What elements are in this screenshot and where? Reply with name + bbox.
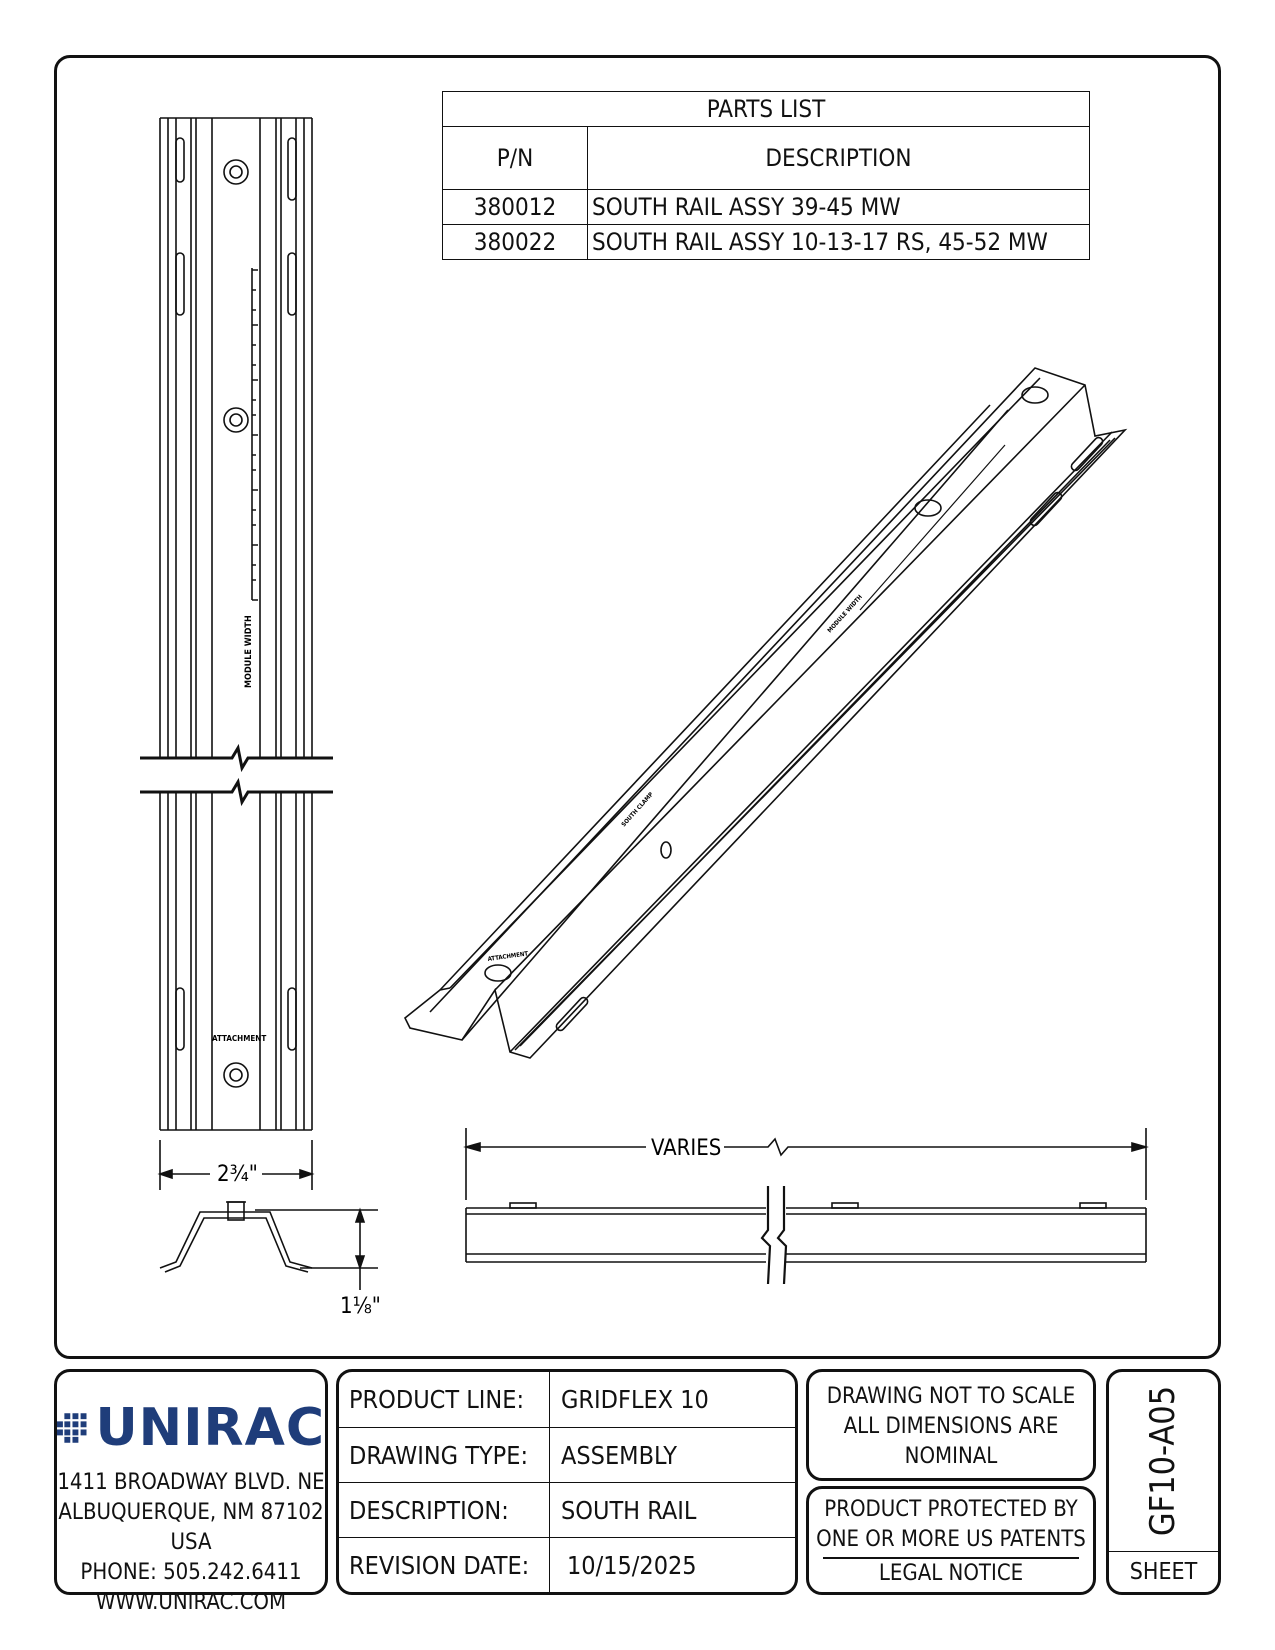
description-label: DESCRIPTION: <box>349 1496 509 1525</box>
patent-note-line-2: ONE OR MORE US PATENTS <box>816 1527 1086 1552</box>
sheet-id: GF10-A05 <box>1143 1385 1184 1537</box>
description-value: SOUTH RAIL <box>561 1496 697 1525</box>
phone: PHONE: 505.242.6411 <box>80 1560 302 1585</box>
parts-list-title: PARTS LIST <box>443 92 1090 127</box>
rail-cross-section <box>160 1202 378 1290</box>
revision-date-label: REVISION DATE: <box>349 1551 530 1580</box>
length-dimension-text: VARIES <box>651 1136 722 1161</box>
drawing-type-row <box>339 1427 795 1484</box>
rail-top-view <box>140 118 333 802</box>
column-header-pn: P/N <box>443 127 588 190</box>
width-dimension-text: 2¾" <box>217 1162 258 1187</box>
product-line-label: PRODUCT LINE: <box>349 1385 525 1414</box>
website: WWW.UNIRAC.COM <box>95 1590 287 1615</box>
logo-mark-icon <box>57 1408 89 1448</box>
scale-note-line-1: DRAWING NOT TO SCALE <box>826 1384 1076 1409</box>
patent-note-line-1: PRODUCT PROTECTED BY <box>824 1497 1078 1522</box>
length-dimension <box>466 1128 1146 1200</box>
revision-date-value: 10/15/2025 <box>567 1551 697 1580</box>
rail-top-view-lower <box>160 792 312 1130</box>
title-block <box>336 1369 798 1595</box>
patent-note-box <box>806 1486 1096 1595</box>
south-clamp-label: SOUTH CLAMP <box>620 791 655 829</box>
company-box <box>54 1369 328 1615</box>
part-description: SOUTH RAIL ASSY 39-45 MW <box>588 190 1090 225</box>
product-line-value: GRIDFLEX 10 <box>561 1385 709 1414</box>
sheet-label: SHEET <box>1109 1551 1218 1592</box>
product-line-row <box>339 1372 795 1428</box>
legal-notice-link[interactable]: LEGAL NOTICE <box>878 1561 1024 1586</box>
drawing-type-value: ASSEMBLY <box>561 1441 677 1470</box>
address-line-2: ALBUQUERQUE, NM 87102 USA <box>58 1500 324 1555</box>
scale-note-box <box>806 1369 1096 1481</box>
height-dimension-text: 1⅛" <box>340 1294 381 1319</box>
part-number: 380022 <box>443 225 588 260</box>
address-line-1: 1411 BROADWAY BLVD. NE <box>57 1470 325 1495</box>
iso-module-width-label: MODULE WIDTH <box>826 593 864 635</box>
company-name: UNIRAC <box>95 1398 325 1458</box>
sheet-box <box>1106 1369 1221 1595</box>
unirac-logo <box>57 1398 325 1458</box>
scale-note-line-3: NOMINAL <box>904 1444 998 1469</box>
drawing-type-label: DRAWING TYPE: <box>349 1441 529 1470</box>
part-description: SOUTH RAIL ASSY 10-13-17 RS, 45-52 MW <box>588 225 1090 260</box>
attachment-label: ATTACHMENT <box>212 1034 267 1043</box>
revision-date-row <box>339 1537 795 1594</box>
column-header-description: DESCRIPTION <box>588 127 1090 190</box>
description-row <box>339 1482 795 1539</box>
part-number: 380012 <box>443 190 588 225</box>
scale-note-line-2: ALL DIMENSIONS ARE <box>843 1414 1059 1439</box>
rail-side-view <box>466 1186 1146 1284</box>
module-width-label: MODULE WIDTH <box>244 615 254 688</box>
iso-attachment-label: ATTACHMENT <box>487 950 529 963</box>
